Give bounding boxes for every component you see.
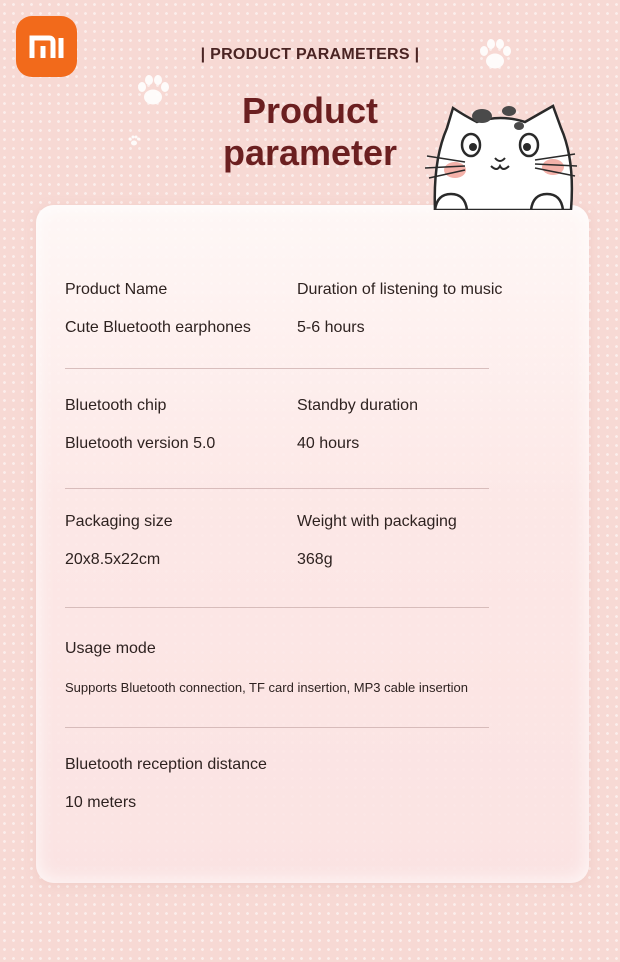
divider bbox=[65, 488, 489, 489]
parameter-label: Bluetooth reception distance bbox=[65, 756, 267, 773]
parameter-label: Packaging size bbox=[65, 513, 173, 530]
parameter-item bbox=[65, 281, 251, 337]
parameter-value: 10 meters bbox=[65, 794, 137, 811]
parameter-item bbox=[65, 640, 468, 695]
divider bbox=[65, 368, 489, 369]
parameter-item bbox=[297, 281, 502, 337]
parameter-label: Bluetooth chip bbox=[65, 397, 167, 414]
cat-mascot-icon bbox=[425, 100, 580, 210]
parameter-label: Product Name bbox=[65, 281, 168, 298]
parameter-value: 5-6 hours bbox=[297, 319, 365, 336]
parameter-item bbox=[297, 397, 418, 453]
divider bbox=[65, 727, 489, 728]
parameter-value: 40 hours bbox=[297, 435, 360, 452]
parameter-value: Cute Bluetooth earphones bbox=[65, 319, 251, 336]
parameter-label: Duration of listening to music bbox=[297, 281, 503, 298]
parameter-item bbox=[65, 513, 173, 569]
divider bbox=[65, 607, 489, 608]
parameter-value: Supports Bluetooth connection, TF card insertion, MP3 cable insertion bbox=[65, 680, 468, 695]
parameter-value: Bluetooth version 5.0 bbox=[65, 435, 216, 452]
parameter-value: 368g bbox=[297, 551, 333, 568]
parameter-item bbox=[297, 513, 457, 569]
page-title: Product parameter bbox=[222, 90, 398, 173]
parameter-item bbox=[65, 756, 267, 812]
parameter-item bbox=[65, 397, 215, 453]
parameter-label: Weight with packaging bbox=[297, 513, 457, 530]
small-paw-print-icon bbox=[127, 134, 141, 148]
parameter-value: 20x8.5x22cm bbox=[65, 551, 161, 568]
parameter-label: Standby duration bbox=[297, 397, 418, 414]
section-subtitle: | PRODUCT PARAMETERS | bbox=[200, 46, 420, 63]
parameter-label: Usage mode bbox=[65, 640, 156, 657]
